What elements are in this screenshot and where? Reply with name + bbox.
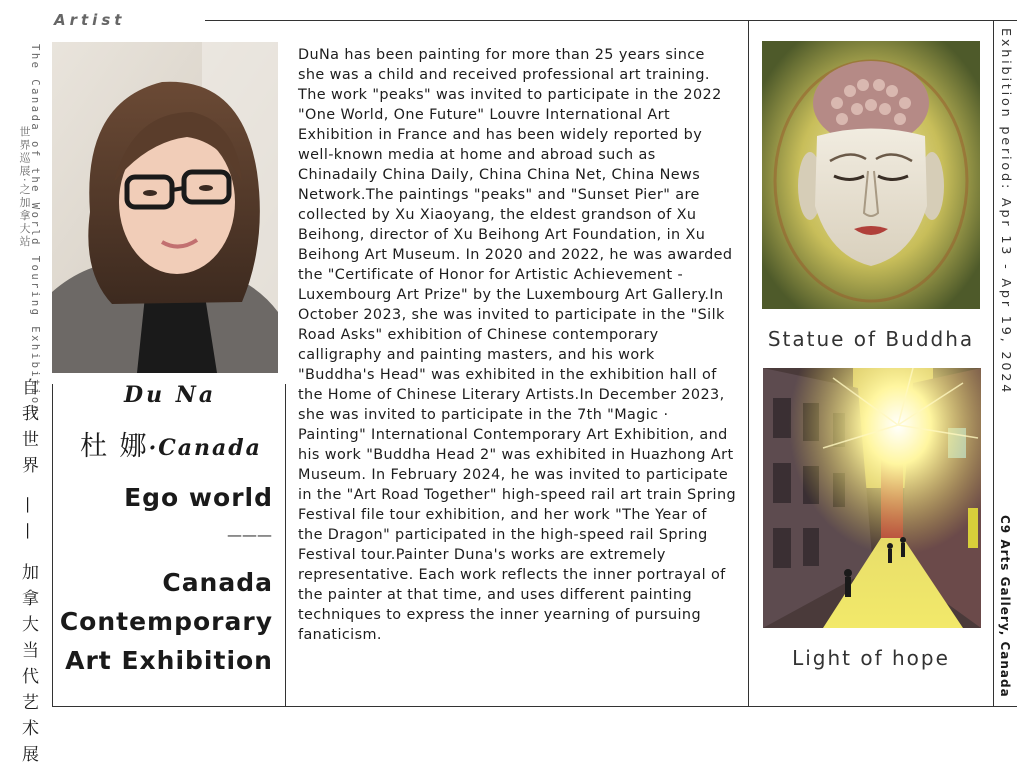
exhibition-title-line: Art Exhibition <box>65 646 273 675</box>
bottom-rule <box>52 706 1017 707</box>
artist-country: ·Canada <box>148 435 262 461</box>
artist-name-cn-text: 杜 娜 <box>80 431 149 462</box>
title-divider: ——— <box>227 526 272 544</box>
works-right-rule <box>993 20 994 706</box>
left-column-rule <box>52 384 53 706</box>
artist-name-cn <box>80 424 262 463</box>
exhibition-title-line: Contemporary <box>59 607 273 636</box>
gallery-name-vertical: C9 Arts Gallery, Canada <box>998 515 1012 698</box>
exhibition-title-line: Canada <box>162 568 273 597</box>
artist-portrait <box>52 42 278 373</box>
artist-biography: DuNa has been painting for more than 25 years since she was a child and received professional art training. The work "peaks" was invited to participate in the 2022 "One World, One Future" Louvre International Art Exhibition in France and has been widely reported by well-known media at home and abroad such as Chinadaily China Daily, China China Net, China News Network.The paintings "peaks" and "Sunset Pier" are collected by Xu Xiaoyang, the eldest grandson of Xu Beihong, director of Xu Beihong Art Foundation, in Xu Beihong Art Museum. In 2020 and 2022, he was awarded the "Certificate of Honor for Artistic Achievement - Luxembourg Art Prize" by the Luxembourg Art Gallery.In October 2023, she was invited to participate in the "Silk Road Asks" exhibition of Chinese contemporary calligraphy and painting masters, and his work "Buddha's Head" was exhibited in the exhibition hall of the Home of Chinese Literary Artists.In December 2023, she was invited to participate in the 7th "Magic · Painting" International Contemporary Art Exhibition, and his work "Buddha Head 2" was exhibited in Huazhong Art Museum. In February 2024, he was invited to participate in the "Art Road Together" high-speed rail art train Spring Festival file tour exhibition, and her work "The Year of the Dragon" participated in the high-speed rail Spring Festival tour.Painter Duna's works are extremely representative. Each work reflects the inner portrayal of the painter at that time, and uses different painting techniques to express the inner yearning of pursuing fanaticism. <box>298 47 737 643</box>
painting-light-of-hope <box>763 368 981 628</box>
bio-left-rule <box>285 384 286 706</box>
tour-name-vertical-cn: 世界巡展·之加拿大站 <box>18 126 31 249</box>
artist-name-en: Du Na <box>124 382 217 408</box>
painting-title: Statue of Buddha <box>767 327 975 351</box>
painting-title: Light of hope <box>792 646 950 670</box>
bio-right-rule <box>748 20 749 706</box>
painting-statue-of-buddha <box>762 41 980 309</box>
exhibition-title <box>54 563 273 680</box>
exhibition-theme: Ego world <box>124 483 273 512</box>
theme-vertical-cn: 自我世界 —— 加拿大当代艺术展 <box>18 378 38 771</box>
top-rule <box>205 20 1017 21</box>
tour-name-vertical-en: The Canada of the World Touring Exhibition <box>29 44 41 415</box>
section-label: Artist <box>54 11 126 29</box>
exhibition-period-vertical: Exhibition period: Apr 13 - Apr 19, 2024 <box>998 28 1013 396</box>
